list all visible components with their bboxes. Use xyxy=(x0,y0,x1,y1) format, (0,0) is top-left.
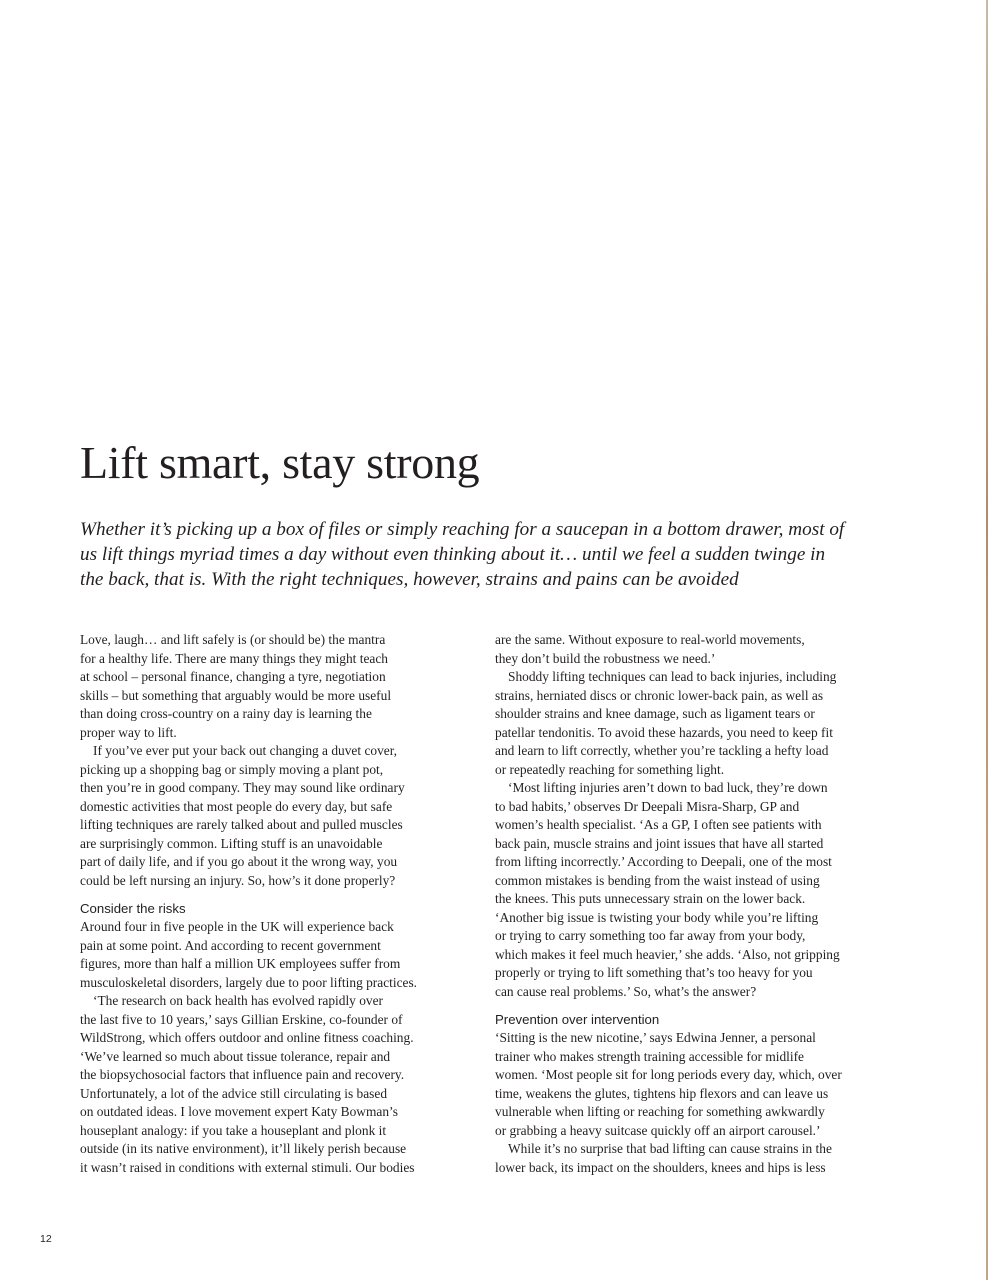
body-line: ‘Most lifting injuries aren’t down to bad luck, they’re down xyxy=(508,780,828,795)
body-line: women. ‘Most people sit for long periods every day, which, over xyxy=(495,1067,842,1082)
body-line: could be left nursing an injury. So, how’s it done properly? xyxy=(80,872,396,888)
body-line: or trying to carry something too far away from your body, xyxy=(495,928,806,943)
section-gap xyxy=(80,890,472,900)
body-line: for a healthy life. There are many things they might teach xyxy=(80,650,388,666)
page-number: 12 xyxy=(40,1233,52,1245)
body-column-left xyxy=(80,631,472,1177)
standfirst-line: Whether it’s picking up a box of files or simply reaching for a saucepan in a bottom drawer, most of xyxy=(80,519,845,540)
body-line: or grabbing a heavy suitcase quickly off an airport carousel.’ xyxy=(495,1122,821,1138)
body-line: ‘Another big issue is twisting your body while you’re lifting xyxy=(495,909,819,925)
body-line: pain at some point. And according to recent government xyxy=(80,937,381,953)
body-line: from lifting incorrectly.’ According to Deepali, one of the most xyxy=(495,854,832,869)
body-line: outside (in its native environment), it’ll likely perish because xyxy=(80,1141,407,1156)
body-line: While it’s no surprise that bad lifting can cause strains in the xyxy=(508,1141,832,1156)
body-line: time, weakens the glutes, tightens hip flexors and can leave us xyxy=(495,1085,829,1101)
body-line: at school – personal finance, changing a tyre, negotiation xyxy=(80,669,386,684)
body-line: ‘The research on back health has evolved rapidly over xyxy=(93,993,384,1008)
body-line: women’s health specialist. ‘As a GP, I often see patients with xyxy=(495,817,822,832)
body-line: ‘We’ve learned so much about tissue tolerance, repair and xyxy=(80,1048,391,1064)
body-line: figures, more than half a million UK employees suffer from xyxy=(80,956,401,971)
body-line: patellar tendonitis. To avoid these hazards, you need to keep fit xyxy=(495,724,833,740)
body-line: Love, laugh… and lift safely is (or should be) the mantra xyxy=(80,632,386,647)
body-line: shoulder strains and knee damage, such as ligament tears or xyxy=(495,706,815,721)
body-line: are surprisingly common. Lifting stuff is an unavoidable xyxy=(80,835,383,851)
body-line: can cause real problems.’ So, what’s the answer? xyxy=(495,983,757,999)
subheading-consider-the-risks: Consider the risks xyxy=(80,900,186,916)
body-column-right xyxy=(495,631,887,1177)
body-line: to bad habits,’ observes Dr Deepali Misra-Sharp, GP and xyxy=(495,798,800,814)
body-line: back pain, muscle strains and joint issues that have all started xyxy=(495,835,824,851)
body-line: the biopsychosocial factors that influence pain and recovery. xyxy=(80,1067,405,1082)
body-line: or repeatedly reaching for something light. xyxy=(495,761,725,777)
body-line: on outdated ideas. I love movement expert Katy Bowman’s xyxy=(80,1104,398,1119)
body-line: If you’ve ever put your back out changing a duvet cover, xyxy=(93,743,397,758)
body-line: musculoskeletal disorders, largely due to poor lifting practices. xyxy=(80,974,418,990)
body-line: then you’re in good company. They may sound like ordinary xyxy=(80,780,405,795)
body-line: part of daily life, and if you go about it the wrong way, you xyxy=(80,854,398,869)
standfirst-line: the back, that is. With the right techniques, however, strains and pains can be avoided xyxy=(80,569,739,590)
standfirst-line: us lift things myriad times a day without even thinking about it… until we feel a sudden twinge in xyxy=(80,544,826,565)
body-line: picking up a shopping bag or simply moving a plant pot, xyxy=(80,761,384,777)
body-line: strains, herniated discs or chronic lower-back pain, as well as xyxy=(495,687,824,703)
body-line: ‘Sitting is the new nicotine,’ says Edwina Jenner, a personal xyxy=(495,1030,816,1045)
body-line: they don’t build the robustness we need.’ xyxy=(495,650,716,666)
body-line: trainer who makes strength training accessible for midlife xyxy=(495,1048,804,1064)
article-title: Lift smart, stay strong xyxy=(80,437,480,488)
body-line: properly or trying to lift something that’s too heavy for you xyxy=(495,965,813,980)
body-line: the knees. This puts unnecessary strain on the lower back. xyxy=(495,891,806,906)
article-standfirst xyxy=(80,517,880,592)
body-line: vulnerable when lifting or reaching for something awkwardly xyxy=(495,1104,825,1119)
body-line: the last five to 10 years,’ says Gillian Erskine, co-founder of xyxy=(80,1011,403,1027)
body-line: which makes it feel much heavier,’ she adds. ‘Also, not gripping xyxy=(495,946,840,962)
body-line: common mistakes is bending from the waist instead of using xyxy=(495,872,820,888)
body-line: Shoddy lifting techniques can lead to back injuries, including xyxy=(508,669,837,684)
body-line: WildStrong, which offers outdoor and online fitness coaching. xyxy=(80,1030,414,1045)
body-line: it wasn’t raised in conditions with external stimuli. Our bodies xyxy=(80,1159,415,1175)
body-line: Unfortunately, a lot of the advice still circulating is based xyxy=(80,1085,388,1101)
body-line: proper way to lift. xyxy=(80,724,177,740)
section-gap xyxy=(495,1001,887,1011)
body-line: than doing cross-country on a rainy day is learning the xyxy=(80,706,372,721)
body-line: and learn to lift correctly, whether you’re tackling a hefty load xyxy=(495,743,829,758)
body-line: lifting techniques are rarely talked about and pulled muscles xyxy=(80,817,403,832)
subheading-prevention-over-intervention: Prevention over intervention xyxy=(495,1011,660,1027)
body-line: houseplant analogy: if you take a houseplant and plonk it xyxy=(80,1122,387,1138)
body-line: Around four in five people in the UK will experience back xyxy=(80,919,394,934)
body-line: are the same. Without exposure to real-world movements, xyxy=(495,632,805,647)
body-line: lower back, its impact on the shoulders, knees and hips is less xyxy=(495,1159,826,1175)
body-line: domestic activities that most people do every day, but safe xyxy=(80,798,393,814)
body-line: skills – but something that arguably would be more useful xyxy=(80,687,392,703)
